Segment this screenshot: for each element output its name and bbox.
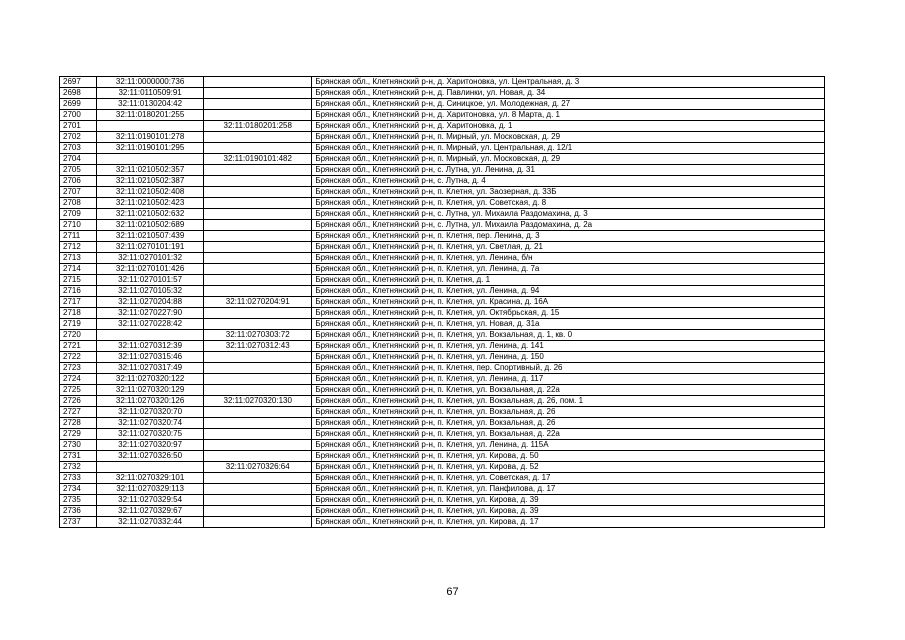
row-number-cell: 2726 [60,396,97,407]
address-cell: Брянская обл., Клетнянский р-н, п. Клетня, ул. Ленина, д. 117 [312,374,825,385]
linked-cadastral-number-cell [204,77,312,88]
row-number-cell: 2704 [60,154,97,165]
address-cell: Брянская обл., Клетнянский р-н, п. Клетня, ул. Вокзальная, д. 1, кв. 0 [312,330,825,341]
cadastral-number-cell: 32:11:0190101:295 [97,143,204,154]
linked-cadastral-number-cell [204,495,312,506]
table-row [60,220,825,231]
row-number-cell: 2706 [60,176,97,187]
cadastral-number-cell: 32:11:0270320:97 [97,440,204,451]
row-number-cell: 2701 [60,121,97,132]
table-row [60,154,825,165]
address-cell: Брянская обл., Клетнянский р-н, п. Клетня, ул. Октябрьская, д. 15 [312,308,825,319]
linked-cadastral-number-cell [204,209,312,220]
cadastral-number-cell: 32:11:0000000:736 [97,77,204,88]
table-row [60,143,825,154]
table-row [60,286,825,297]
address-cell: Брянская обл., Клетнянский р-н, д. Павлинки, ул. Новая, д. 34 [312,88,825,99]
cadastral-number-cell: 32:11:0270329:113 [97,484,204,495]
table-row [60,484,825,495]
row-number-cell: 2707 [60,187,97,198]
row-number-cell: 2698 [60,88,97,99]
address-cell: Брянская обл., Клетнянский р-н, п. Клетня, ул. Ленина, д. 141 [312,341,825,352]
row-number-cell: 2723 [60,363,97,374]
linked-cadastral-number-cell [204,220,312,231]
address-cell: Брянская обл., Клетнянский р-н, п. Клетня, ул. Вокзальная, д. 22а [312,385,825,396]
cadastral-number-cell: 32:11:0270315:46 [97,352,204,363]
cadastral-number-cell: 32:11:0270329:54 [97,495,204,506]
address-cell: Брянская обл., Клетнянский р-н, п. Мирный, ул. Московская, д. 29 [312,154,825,165]
cadastral-number-cell: 32:11:0270320:75 [97,429,204,440]
address-cell: Брянская обл., Клетнянский р-н, п. Клетня, ул. Советская, д. 8 [312,198,825,209]
row-number-cell: 2703 [60,143,97,154]
table-row [60,231,825,242]
cadastral-number-cell: 32:11:0270101:32 [97,253,204,264]
address-cell: Брянская обл., Клетнянский р-н, п. Клетня, ул. Ленина, д. 150 [312,352,825,363]
linked-cadastral-number-cell [204,363,312,374]
address-cell: Брянская обл., Клетнянский р-н, с. Лутна, ул. Михаила Раздомахина, д. 2а [312,220,825,231]
row-number-cell: 2721 [60,341,97,352]
linked-cadastral-number-cell [204,374,312,385]
linked-cadastral-number-cell: 32:11:0270326:64 [204,462,312,473]
table-row [60,517,825,528]
address-cell: Брянская обл., Клетнянский р-н, п. Клетня, ул. Ленина, д. 115А [312,440,825,451]
address-cell: Брянская обл., Клетнянский р-н, с. Лутна, ул. Михаила Раздомахина, д. 3 [312,209,825,220]
registry-table [59,76,825,528]
address-cell: Брянская обл., Клетнянский р-н, д. Харитоновка, ул. Центральная, д. 3 [312,77,825,88]
table-row [60,385,825,396]
address-cell: Брянская обл., Клетнянский р-н, п. Клетня, ул. Советская, д. 17 [312,473,825,484]
cadastral-number-cell: 32:11:0110509:91 [97,88,204,99]
address-cell: Брянская обл., Клетнянский р-н, п. Клетня, ул. Панфилова, д. 17 [312,484,825,495]
linked-cadastral-number-cell [204,264,312,275]
linked-cadastral-number-cell [204,88,312,99]
cadastral-number-cell: 32:11:0270204:88 [97,297,204,308]
cadastral-number-cell: 32:11:0210502:689 [97,220,204,231]
row-number-cell: 2728 [60,418,97,429]
cadastral-number-cell: 32:11:0270329:67 [97,506,204,517]
address-cell: Брянская обл., Клетнянский р-н, д. Харитоновка, ул. 8 Марта, д. 1 [312,110,825,121]
address-cell: Брянская обл., Клетнянский р-н, п. Клетня, ул. Кирова, д. 39 [312,506,825,517]
address-cell: Брянская обл., Клетнянский р-н, п. Клетня, пер. Спортивный, д. 26 [312,363,825,374]
row-number-cell: 2719 [60,319,97,330]
address-cell: Брянская обл., Клетнянский р-н, п. Клетня, ул. Красина, д. 16А [312,297,825,308]
row-number-cell: 2727 [60,407,97,418]
address-cell: Брянская обл., Клетнянский р-н, п. Клетня, ул. Вокзальная, д. 22а [312,429,825,440]
linked-cadastral-number-cell [204,143,312,154]
table-row [60,132,825,143]
row-number-cell: 2717 [60,297,97,308]
page-number: 67 [446,586,459,598]
table-row [60,330,825,341]
linked-cadastral-number-cell: 32:11:0270303:72 [204,330,312,341]
row-number-cell: 2733 [60,473,97,484]
table-row [60,495,825,506]
row-number-cell: 2709 [60,209,97,220]
table-row [60,396,825,407]
row-number-cell: 2737 [60,517,97,528]
linked-cadastral-number-cell [204,407,312,418]
address-cell: Брянская обл., Клетнянский р-н, д. Синицкое, ул. Молодежная, д. 27 [312,99,825,110]
row-number-cell: 2712 [60,242,97,253]
row-number-cell: 2702 [60,132,97,143]
row-number-cell: 2716 [60,286,97,297]
linked-cadastral-number-cell [204,231,312,242]
cadastral-number-cell: 32:11:0270312:39 [97,341,204,352]
cadastral-number-cell [97,330,204,341]
cadastral-number-cell: 32:11:0210502:408 [97,187,204,198]
cadastral-number-cell: 32:11:0210502:387 [97,176,204,187]
row-number-cell: 2714 [60,264,97,275]
address-cell: Брянская обл., Клетнянский р-н, п. Клетня, ул. Ленина, д. 94 [312,286,825,297]
table-row [60,363,825,374]
cadastral-number-cell: 32:11:0210502:423 [97,198,204,209]
linked-cadastral-number-cell [204,176,312,187]
table-row [60,99,825,110]
cadastral-number-cell [97,121,204,132]
linked-cadastral-number-cell [204,99,312,110]
linked-cadastral-number-cell [204,473,312,484]
cadastral-number-cell: 32:11:0270101:57 [97,275,204,286]
cadastral-number-cell: 32:11:0270320:70 [97,407,204,418]
row-number-cell: 2732 [60,462,97,473]
table-row [60,418,825,429]
row-number-cell: 2708 [60,198,97,209]
address-cell: Брянская обл., Клетнянский р-н, п. Клетня, пер. Ленина, д. 3 [312,231,825,242]
address-cell: Брянская обл., Клетнянский р-н, п. Клетня, ул. Вокзальная, д. 26, пом. 1 [312,396,825,407]
linked-cadastral-number-cell [204,517,312,528]
row-number-cell: 2736 [60,506,97,517]
table-row [60,440,825,451]
table-row [60,473,825,484]
cadastral-number-cell [97,462,204,473]
table-row [60,341,825,352]
address-cell: Брянская обл., Клетнянский р-н, д. Харитоновка, д. 1 [312,121,825,132]
row-number-cell: 2734 [60,484,97,495]
address-cell: Брянская обл., Клетнянский р-н, п. Клетня, ул. Кирова, д. 17 [312,517,825,528]
address-cell: Брянская обл., Клетнянский р-н, п. Клетня, ул. Вокзальная, д. 26 [312,407,825,418]
address-cell: Брянская обл., Клетнянский р-н, с. Лутна, д. 4 [312,176,825,187]
cadastral-number-cell: 32:11:0270228:42 [97,319,204,330]
linked-cadastral-number-cell [204,440,312,451]
linked-cadastral-number-cell [204,110,312,121]
row-number-cell: 2729 [60,429,97,440]
row-number-cell: 2713 [60,253,97,264]
cadastral-number-cell: 32:11:0130204:42 [97,99,204,110]
cadastral-number-cell: 32:11:0270326:50 [97,451,204,462]
row-number-cell: 2724 [60,374,97,385]
linked-cadastral-number-cell [204,506,312,517]
address-cell: Брянская обл., Клетнянский р-н, п. Мирный, ул. Московская, д. 29 [312,132,825,143]
linked-cadastral-number-cell: 32:11:0180201:258 [204,121,312,132]
linked-cadastral-number-cell [204,286,312,297]
cadastral-number-cell [97,154,204,165]
table-row [60,308,825,319]
linked-cadastral-number-cell [204,187,312,198]
address-cell: Брянская обл., Клетнянский р-н, п. Клетня, ул. Кирова, д. 39 [312,495,825,506]
table-row [60,451,825,462]
linked-cadastral-number-cell [204,385,312,396]
table-row [60,407,825,418]
cadastral-number-cell: 32:11:0210502:632 [97,209,204,220]
linked-cadastral-number-cell [204,352,312,363]
row-number-cell: 2715 [60,275,97,286]
cadastral-number-cell: 32:11:0270332:44 [97,517,204,528]
linked-cadastral-number-cell [204,198,312,209]
linked-cadastral-number-cell [204,484,312,495]
table-row [60,462,825,473]
table-row [60,165,825,176]
linked-cadastral-number-cell [204,275,312,286]
table-row [60,297,825,308]
cadastral-number-cell: 32:11:0270320:122 [97,374,204,385]
table-row [60,110,825,121]
linked-cadastral-number-cell [204,165,312,176]
cadastral-number-cell: 32:11:0270105:32 [97,286,204,297]
cadastral-number-cell: 32:11:0270101:426 [97,264,204,275]
linked-cadastral-number-cell [204,418,312,429]
table-row [60,374,825,385]
address-cell: Брянская обл., Клетнянский р-н, п. Клетня, ул. Кирова, д. 50 [312,451,825,462]
address-cell: Брянская обл., Клетнянский р-н, п. Клетня, ул. Кирова, д. 52 [312,462,825,473]
table-row [60,121,825,132]
row-number-cell: 2725 [60,385,97,396]
cadastral-number-cell: 32:11:0270320:126 [97,396,204,407]
linked-cadastral-number-cell [204,308,312,319]
table-row [60,319,825,330]
table-row [60,429,825,440]
table-row [60,77,825,88]
address-cell: Брянская обл., Клетнянский р-н, п. Клетня, ул. Новая, д. 31а [312,319,825,330]
table-row [60,506,825,517]
address-cell: Брянская обл., Клетнянский р-н, с. Лутна, ул. Ленина, д. 31 [312,165,825,176]
address-cell: Брянская обл., Клетнянский р-н, п. Клетня, ул. Заозерная, д. 33Б [312,187,825,198]
linked-cadastral-number-cell [204,253,312,264]
table-row [60,209,825,220]
address-cell: Брянская обл., Клетнянский р-н, п. Клетня, ул. Ленина, д. 7а [312,264,825,275]
table-row [60,253,825,264]
linked-cadastral-number-cell [204,451,312,462]
table-row [60,88,825,99]
row-number-cell: 2711 [60,231,97,242]
row-number-cell: 2710 [60,220,97,231]
row-number-cell: 2700 [60,110,97,121]
row-number-cell: 2699 [60,99,97,110]
row-number-cell: 2718 [60,308,97,319]
row-number-cell: 2730 [60,440,97,451]
table-row [60,264,825,275]
cadastral-number-cell: 32:11:0270329:101 [97,473,204,484]
row-number-cell: 2697 [60,77,97,88]
linked-cadastral-number-cell: 32:11:0270312:43 [204,341,312,352]
linked-cadastral-number-cell [204,242,312,253]
cadastral-number-cell: 32:11:0180201:255 [97,110,204,121]
cadastral-number-cell: 32:11:0270101:191 [97,242,204,253]
row-number-cell: 2705 [60,165,97,176]
linked-cadastral-number-cell [204,132,312,143]
cadastral-number-cell: 32:11:0210502:357 [97,165,204,176]
address-cell: Брянская обл., Клетнянский р-н, п. Клетня, ул. Ленина, б/н [312,253,825,264]
linked-cadastral-number-cell [204,429,312,440]
linked-cadastral-number-cell: 32:11:0270320:130 [204,396,312,407]
row-number-cell: 2720 [60,330,97,341]
registry-table-body [60,77,825,528]
table-row [60,198,825,209]
row-number-cell: 2731 [60,451,97,462]
table-row [60,176,825,187]
linked-cadastral-number-cell: 32:11:0190101:482 [204,154,312,165]
row-number-cell: 2735 [60,495,97,506]
table-row [60,352,825,363]
cadastral-number-cell: 32:11:0210507:439 [97,231,204,242]
cadastral-number-cell: 32:11:0270227:90 [97,308,204,319]
address-cell: Брянская обл., Клетнянский р-н, п. Клетня, ул. Светлая, д. 21 [312,242,825,253]
address-cell: Брянская обл., Клетнянский р-н, п. Клетня, ул. Вокзальная, д. 26 [312,418,825,429]
cadastral-number-cell: 32:11:0270320:74 [97,418,204,429]
address-cell: Брянская обл., Клетнянский р-н, п. Мирный, ул. Центральная, д. 12/1 [312,143,825,154]
table-row [60,242,825,253]
linked-cadastral-number-cell [204,319,312,330]
address-cell: Брянская обл., Клетнянский р-н, п. Клетня, д. 1 [312,275,825,286]
table-row [60,275,825,286]
row-number-cell: 2722 [60,352,97,363]
table-row [60,187,825,198]
cadastral-number-cell: 32:11:0270320:129 [97,385,204,396]
linked-cadastral-number-cell: 32:11:0270204:91 [204,297,312,308]
cadastral-number-cell: 32:11:0270317:49 [97,363,204,374]
cadastral-number-cell: 32:11:0190101:278 [97,132,204,143]
